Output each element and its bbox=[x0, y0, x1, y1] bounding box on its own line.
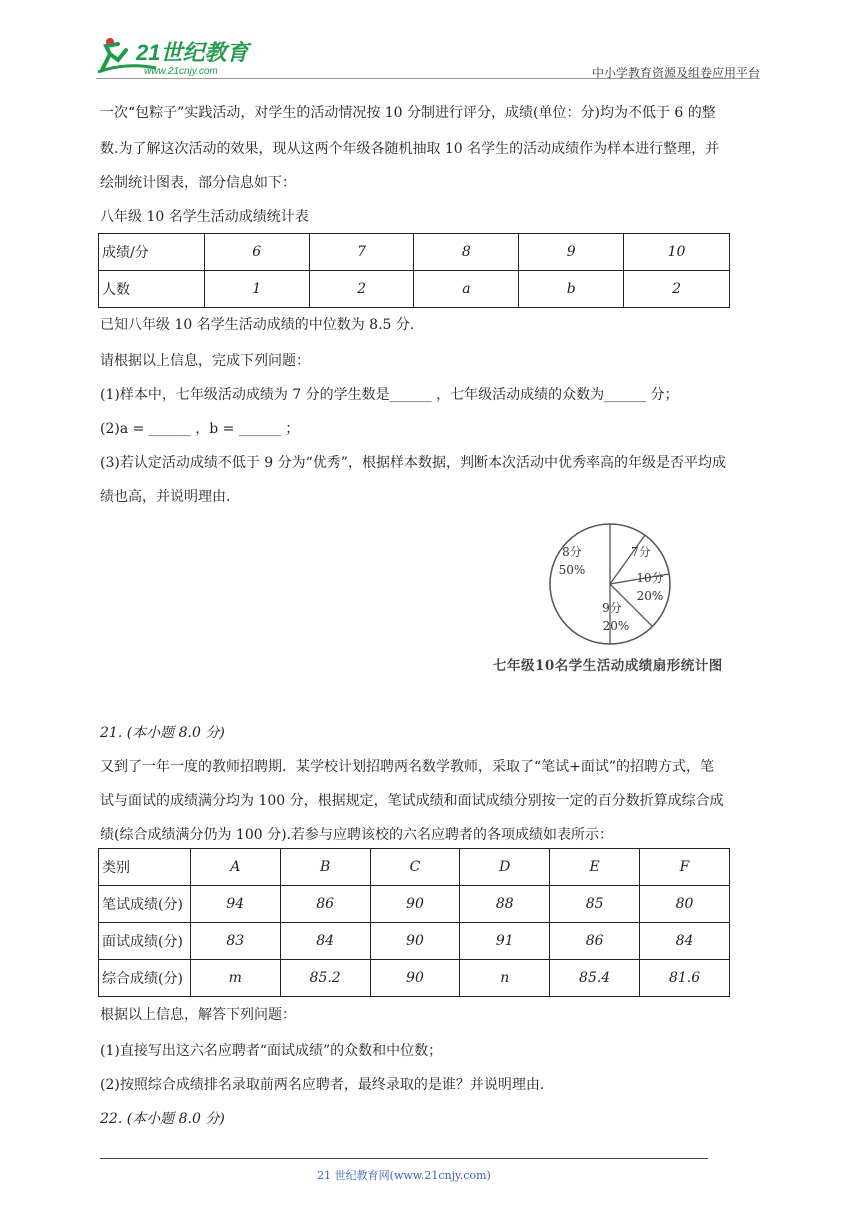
table-cell: F bbox=[640, 849, 730, 886]
problem20-line1: 一次“包粽子”实践活动，对学生的活动情况按 10 分制进行评分，成绩(单位：分)均为不低于 6 的整 bbox=[100, 105, 716, 121]
problem21-line3: 绩(综合成绩满分仍为 100 分).若参与应聘该校的六名应聘者的各项成绩如表所示： bbox=[100, 827, 613, 843]
table-row bbox=[99, 960, 730, 997]
table-cell: C bbox=[370, 849, 460, 886]
table-cell: 85 bbox=[550, 886, 640, 923]
table-cell: 84 bbox=[640, 923, 730, 960]
problem20-line2: 数.为了解这次活动的效果，现从这两个年级各随机抽取 10 名学生的活动成绩作为样本进行整理，并 bbox=[100, 141, 720, 157]
table-cell: 1 bbox=[204, 271, 309, 308]
table-row bbox=[99, 849, 730, 886]
table-row bbox=[99, 886, 730, 923]
table-cell: 84 bbox=[280, 923, 370, 960]
table-cell: 85.2 bbox=[280, 960, 370, 997]
grade7-pie-chart bbox=[540, 522, 680, 647]
question-3-line2: 绩也高，并说明理由. bbox=[100, 489, 231, 505]
table-cell: b bbox=[519, 271, 624, 308]
table-cell: 类别 bbox=[99, 849, 191, 886]
pie-label-9: 9分 bbox=[602, 601, 622, 615]
table-cell: 2 bbox=[624, 271, 730, 308]
table-cell: 90 bbox=[370, 886, 460, 923]
site-logo bbox=[96, 32, 266, 76]
table-cell: 人数 bbox=[99, 271, 205, 308]
problem20-instruction: 请根据以上信息，完成下列问题： bbox=[100, 353, 310, 369]
table-cell: B bbox=[280, 849, 370, 886]
question-1: (1)样本中，七年级活动成绩为 7 分的学生数是______ ，七年级活动成绩的众数为______ 分； bbox=[100, 387, 679, 403]
footer-link[interactable]: 21 世纪教育网(www.21cnjy.com) bbox=[317, 1169, 491, 1182]
problem22-heading bbox=[100, 1102, 762, 1136]
problem21-line2: 试与面试的成绩满分均为 100 分，根据规定，笔试成绩和面试成绩分别按一定的百分数折算成综合成 bbox=[100, 793, 724, 809]
grade8-score-table bbox=[98, 233, 730, 308]
table-cell: E bbox=[550, 849, 640, 886]
table-row bbox=[99, 234, 730, 271]
table-cell: 笔试成绩(分) bbox=[99, 886, 191, 923]
table-cell: 85.4 bbox=[550, 960, 640, 997]
problem21-heading-text: 21. (本小题 8.0 分) bbox=[100, 725, 225, 741]
svg-text:www.21cnjy.com: www.21cnjy.com bbox=[144, 66, 218, 76]
table-cell: 86 bbox=[280, 886, 370, 923]
problem21-question-1: (1)直接写出这六名应聘者“面试成绩”的众数和中位数； bbox=[100, 1043, 443, 1059]
page-header bbox=[96, 30, 760, 80]
table-cell: 88 bbox=[460, 886, 550, 923]
table-cell: a bbox=[414, 271, 519, 308]
table-cell: 面试成绩(分) bbox=[99, 923, 191, 960]
median-note: 已知八年级 10 名学生活动成绩的中位数为 8.5 分. bbox=[100, 317, 415, 333]
table-cell: 86 bbox=[550, 923, 640, 960]
table-cell: n bbox=[460, 960, 550, 997]
table-cell: 2 bbox=[309, 271, 414, 308]
table-cell: 83 bbox=[190, 923, 280, 960]
table-row bbox=[99, 271, 730, 308]
question-2: (2)a = ______ ，b = ______ ； bbox=[100, 421, 300, 437]
pie-caption: 七年级10名学生活动成绩扇形统计图 bbox=[493, 658, 723, 674]
table-cell: m bbox=[190, 960, 280, 997]
platform-label: 中小学教育资源及组卷应用平台 bbox=[591, 66, 760, 80]
table-cell: 综合成绩(分) bbox=[99, 960, 191, 997]
pie-label-7: 7分 bbox=[631, 545, 651, 559]
problem21-instruction: 根据以上信息，解答下列问题： bbox=[100, 1007, 296, 1023]
problem22-heading-text: 22. (本小题 8.0 分) bbox=[100, 1111, 225, 1127]
table-cell: 成绩/分 bbox=[99, 234, 205, 271]
pie-pct-8: 50% bbox=[558, 563, 586, 577]
table-cell: 8 bbox=[414, 234, 519, 271]
table-cell: A bbox=[190, 849, 280, 886]
table-cell: 81.6 bbox=[640, 960, 730, 997]
table-cell: 6 bbox=[204, 234, 309, 271]
table-cell: 91 bbox=[460, 923, 550, 960]
footer-divider bbox=[100, 1158, 708, 1159]
grade8-table-title: 八年级 10 名学生活动成绩统计表 bbox=[100, 209, 309, 225]
table-cell: 80 bbox=[640, 886, 730, 923]
table-cell: 9 bbox=[519, 234, 624, 271]
table-cell: 7 bbox=[309, 234, 414, 271]
problem21-heading bbox=[100, 716, 762, 750]
question-3-line1: (3)若认定活动成绩不低于 9 分为“优秀”，根据样本数据，判断本次活动中优秀率高的年级是否平均成 bbox=[100, 455, 726, 471]
pie-label-8: 8分 bbox=[562, 545, 582, 559]
table-cell: 90 bbox=[370, 923, 460, 960]
table-row bbox=[99, 923, 730, 960]
table-cell: 10 bbox=[624, 234, 730, 271]
pie-pct-10: 20% bbox=[636, 589, 664, 603]
header-divider bbox=[96, 78, 760, 79]
svg-text:21世纪教育: 21世纪教育 bbox=[136, 40, 249, 65]
table-cell: 94 bbox=[190, 886, 280, 923]
pie-pct-9: 20% bbox=[602, 619, 630, 633]
applicant-score-table bbox=[98, 848, 730, 997]
table-cell: D bbox=[460, 849, 550, 886]
table-cell: 90 bbox=[370, 960, 460, 997]
problem20-line3: 绘制统计图表，部分信息如下： bbox=[100, 175, 296, 191]
problem21-question-2: (2)按照综合成绩排名录取前两名应聘者，最终录取的是谁？并说明理由. bbox=[100, 1077, 545, 1093]
pie-label-10: 10分 bbox=[636, 571, 664, 585]
problem21-line1: 又到了一年一度的教师招聘期．某学校计划招聘两名数学教师，采取了“笔试+面试”的招聘方式，笔 bbox=[100, 759, 715, 775]
